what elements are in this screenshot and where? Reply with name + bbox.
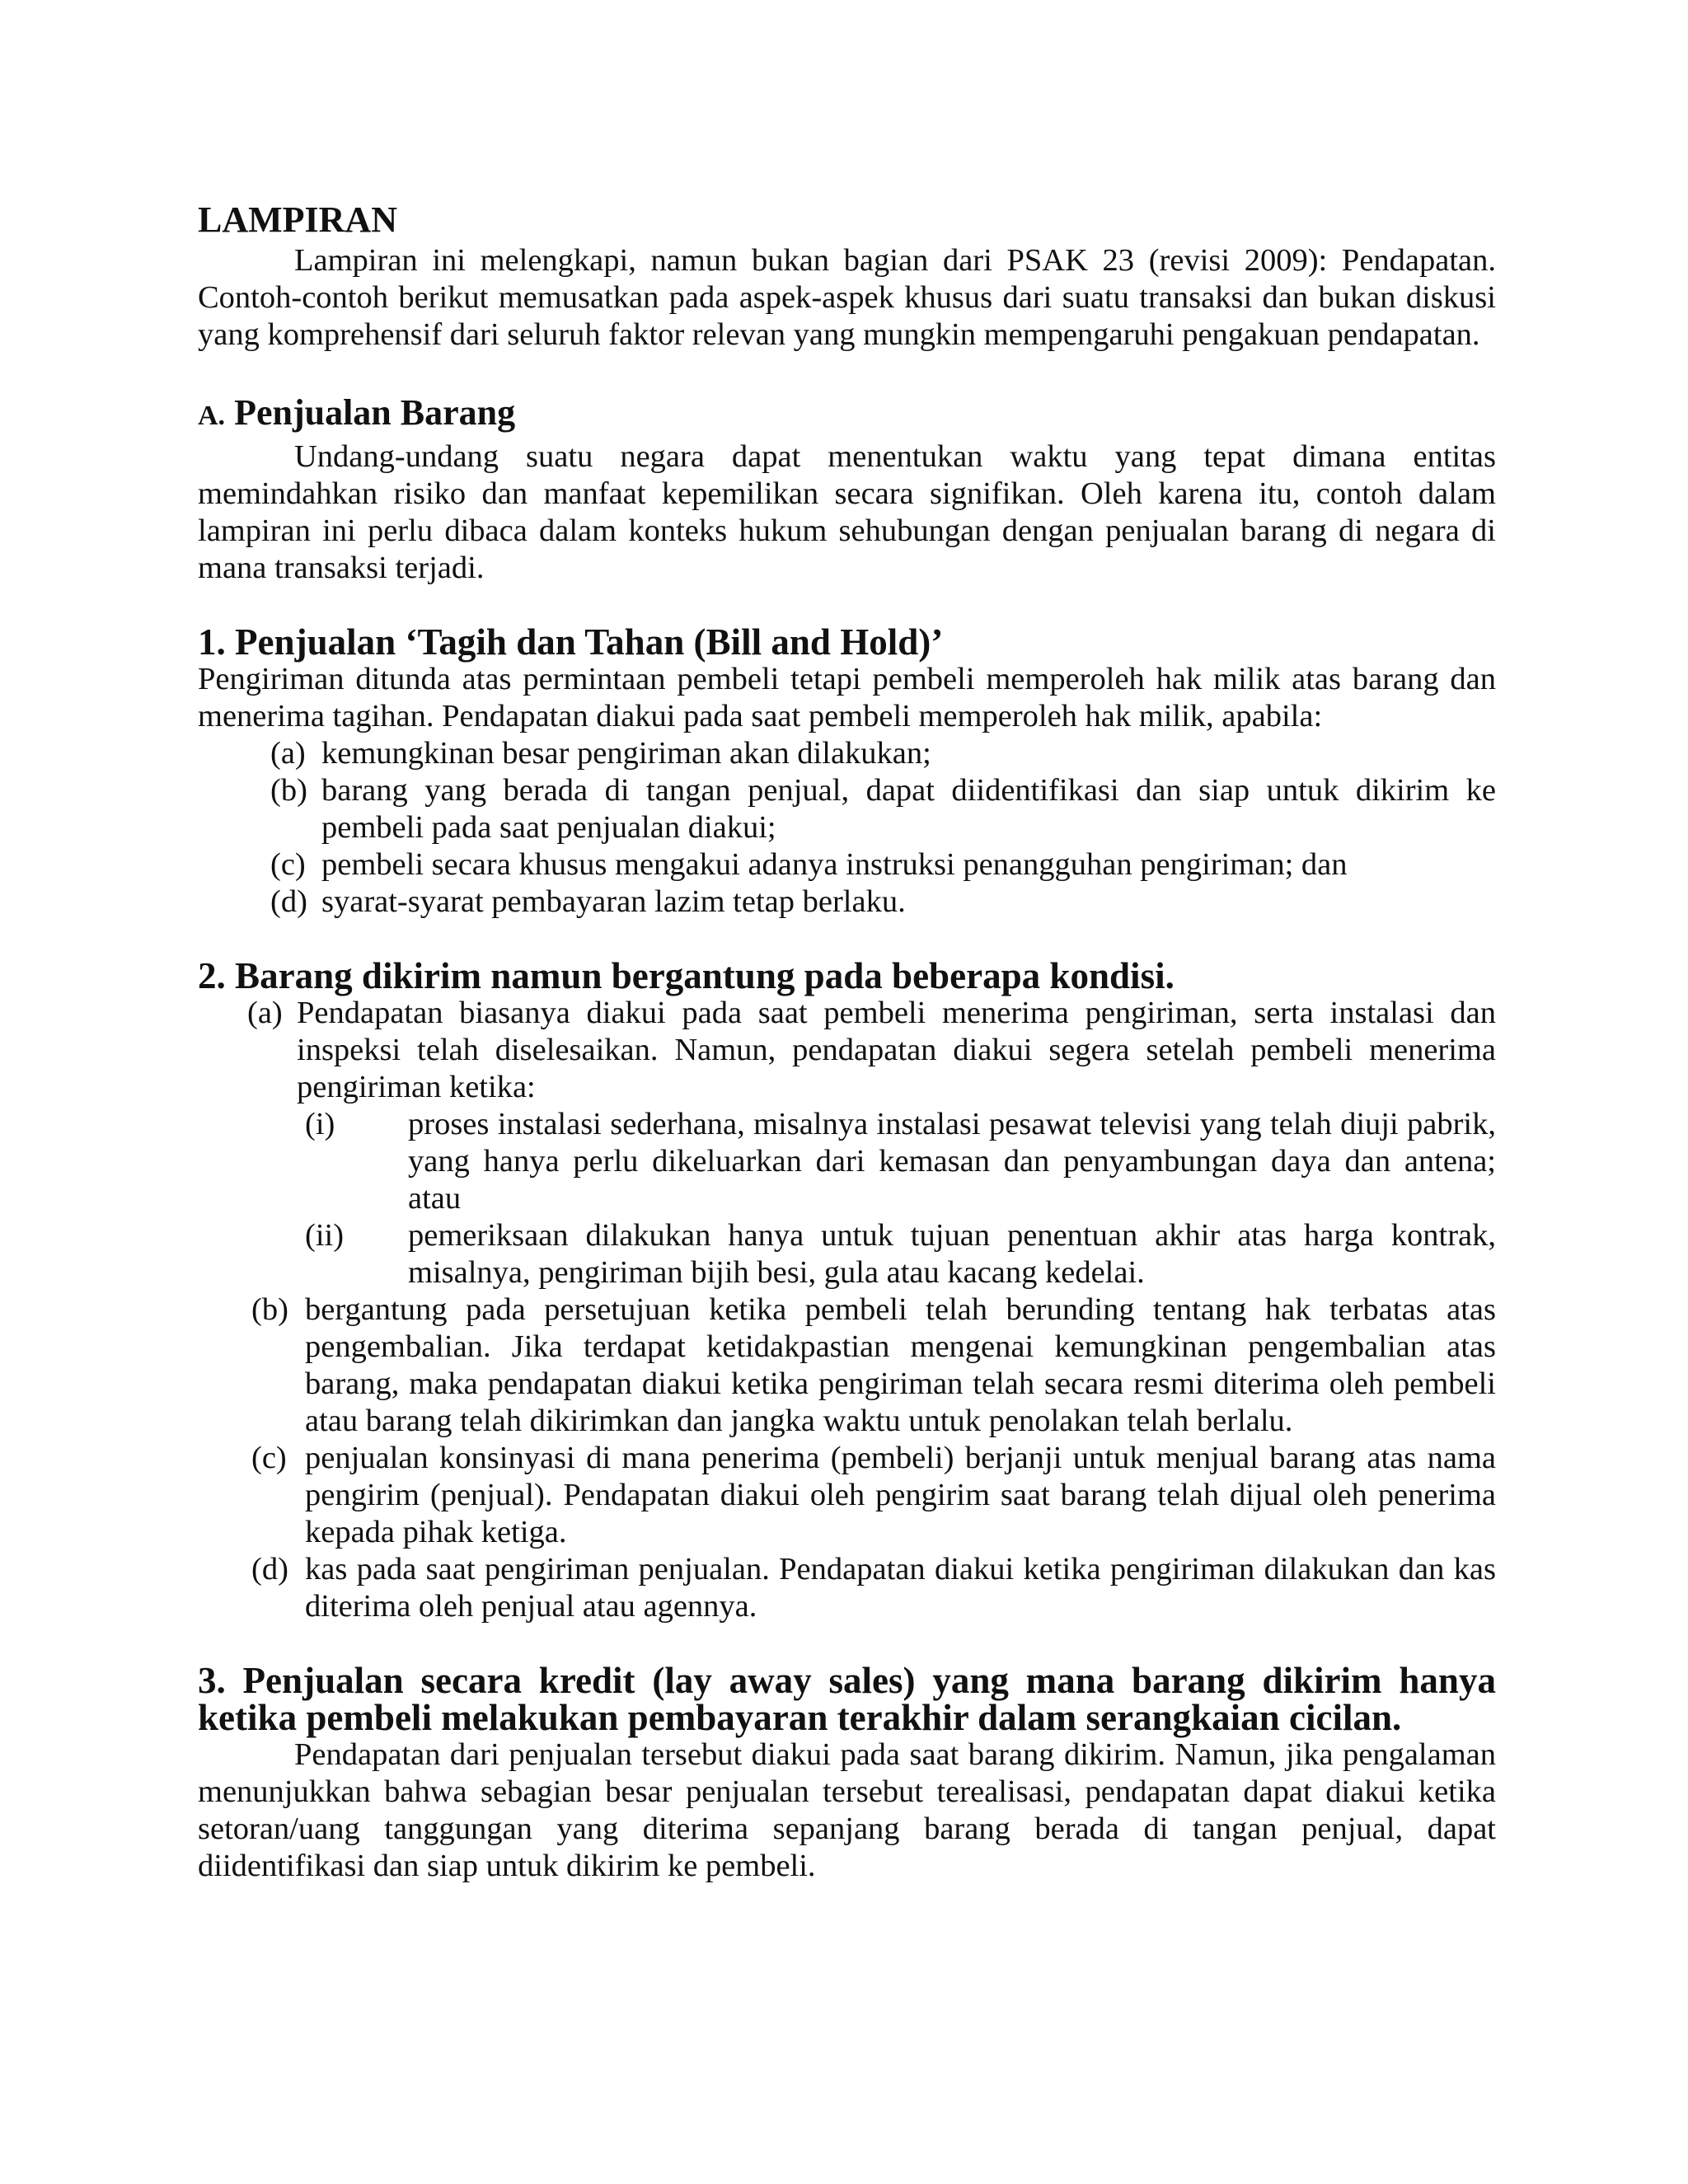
list-item-text: kas pada saat pengiriman penjualan. Pendapatan diakui ketika pengiriman dilakukan dan kas diterima oleh penjual atau agennya. (305, 1552, 1496, 1624)
list-item (198, 1440, 1496, 1551)
list-item-label: (a) (270, 736, 306, 771)
sub-list-item-label: (ii) (305, 1218, 345, 1253)
list-item-text: Pendapatan biasanya diakui pada saat pembeli menerima pengiriman, serta instalasi dan inspeksi telah diselesaikan. Namun, pendapatan diakui segera setelah pembeli menerima pengiriman ketika: (297, 996, 1496, 1104)
list-item-text: barang yang berada di tangan penjual, dapat diidentifikasi dan siap untuk dikirim ke pembeli pada saat penjualan diakui; (321, 773, 1496, 845)
sub-list-item-text: pemeriksaan dilakukan hanya untuk tujuan penentuan akhir atas harga kontrak, misalnya, pengiriman bijih besi, gula atau kacang kedelai. (408, 1218, 1496, 1290)
sub-list-item (198, 1217, 1496, 1291)
section-a-paragraph: Undang-undang suatu negara dapat menentukan waktu yang tepat dimana entitas memindahkan risiko dan manfaat kepemilikan secara signifikan. Oleh karena itu, contoh dalam lampiran ini perlu dibaca dalam konteks hukum sehubungan dengan penjualan barang di negara di mana transaksi terjadi. (198, 439, 1496, 585)
list-item-label: (c) (270, 847, 306, 882)
list-item-label: (c) (251, 1441, 287, 1475)
list-item (198, 846, 1496, 883)
list-item-label: (b) (270, 773, 307, 808)
document-title: LAMPIRAN (198, 199, 397, 240)
sub-list-item (198, 1106, 1496, 1217)
section-2-heading: 2. Barang dikirim namun bergantung pada beberapa kondisi. (198, 955, 1175, 996)
list-item-label: (d) (270, 884, 307, 919)
section-1-title: . Penjualan ‘Tagih dan Tahan (Bill and Hold)’ (216, 621, 944, 663)
list-item-label: (b) (251, 1292, 288, 1327)
section-1-number: 1 (198, 621, 217, 663)
list-item (198, 995, 1496, 1106)
list-item (198, 772, 1496, 846)
section-3-paragraph: Pendapatan dari penjualan tersebut diakui pada saat barang dikirim. Namun, jika pengalaman menunjukkan bahwa sebagian besar penjualan tersebut terealisasi, pendapatan dapat diakui ketika setoran/uang tanggungan yang diterima sepanjang barang berada di tangan penjual, dapat diidentifikasi dan siap untuk dikirim ke pembeli. (198, 1737, 1496, 1883)
list-item (198, 883, 1496, 921)
list-item-text: penjualan konsinyasi di mana penerima (pembeli) berjanji untuk menjual barang atas nama pengirim (penjual). Pendapatan diakui oleh pengirim saat barang telah dijual oleh penerima kepada pihak ketiga. (305, 1441, 1496, 1549)
list-item (198, 1551, 1496, 1625)
sub-list-item-label: (i) (305, 1107, 335, 1141)
list-item-text: pembeli secara khusus mengakui adanya instruksi penangguhan pengiriman; dan (321, 847, 1348, 882)
list-item (198, 735, 1496, 772)
list-item-label: (a) (247, 996, 283, 1030)
section-1-paragraph: Pengiriman ditunda atas permintaan pembeli tetapi pembeli memperoleh hak milik atas barang dan menerima tagihan. Pendapatan diakui pada saat pembeli memperoleh hak milik, apabila: (198, 662, 1496, 733)
section-3-heading: 3. Penjualan secara kredit (lay away sales) yang mana barang dikirim hanya ketika pembeli melakukan pembayaran terakhir dalam serangkaian cicilan. (198, 1660, 1496, 1738)
list-item (198, 1291, 1496, 1440)
section-1-heading (198, 621, 1496, 663)
section-a-title: Penjualan Barang (234, 392, 516, 433)
document-page (198, 198, 1496, 1885)
section-a-letter: A. (198, 401, 226, 431)
section-a-heading (198, 391, 1496, 438)
list-item-text: bergantung pada persetujuan ketika pembeli telah berunding tentang hak terbatas atas pengembalian. Jika terdapat ketidakpastian mengenai kemungkinan pengembalian atas barang, maka pendapatan diakui ketika pengiriman telah secara resmi diterima oleh pembeli atau barang telah dikirimkan dan jangka waktu untuk penolakan telah berlalu. (305, 1292, 1496, 1438)
list-item-text: syarat-syarat pembayaran lazim tetap berlaku. (321, 884, 906, 919)
list-item-text: kemungkinan besar pengiriman akan dilakukan; (321, 736, 931, 771)
intro-paragraph: Lampiran ini melengkapi, namun bukan bagian dari PSAK 23 (revisi 2009): Pendapatan. Contoh-contoh berikut memusatkan pada aspek-aspek khusus dari suatu transaksi dan bukan diskusi yang komprehensif dari seluruh faktor relevan yang mungkin mempengaruhi pengakuan pendapatan. (198, 243, 1496, 352)
sub-list-item-text: proses instalasi sederhana, misalnya instalasi pesawat televisi yang telah diuji pabrik, yang hanya perlu dikeluarkan dari kemasan dan penyambungan daya dan antena; atau (408, 1107, 1496, 1216)
list-item-label: (d) (251, 1552, 288, 1586)
